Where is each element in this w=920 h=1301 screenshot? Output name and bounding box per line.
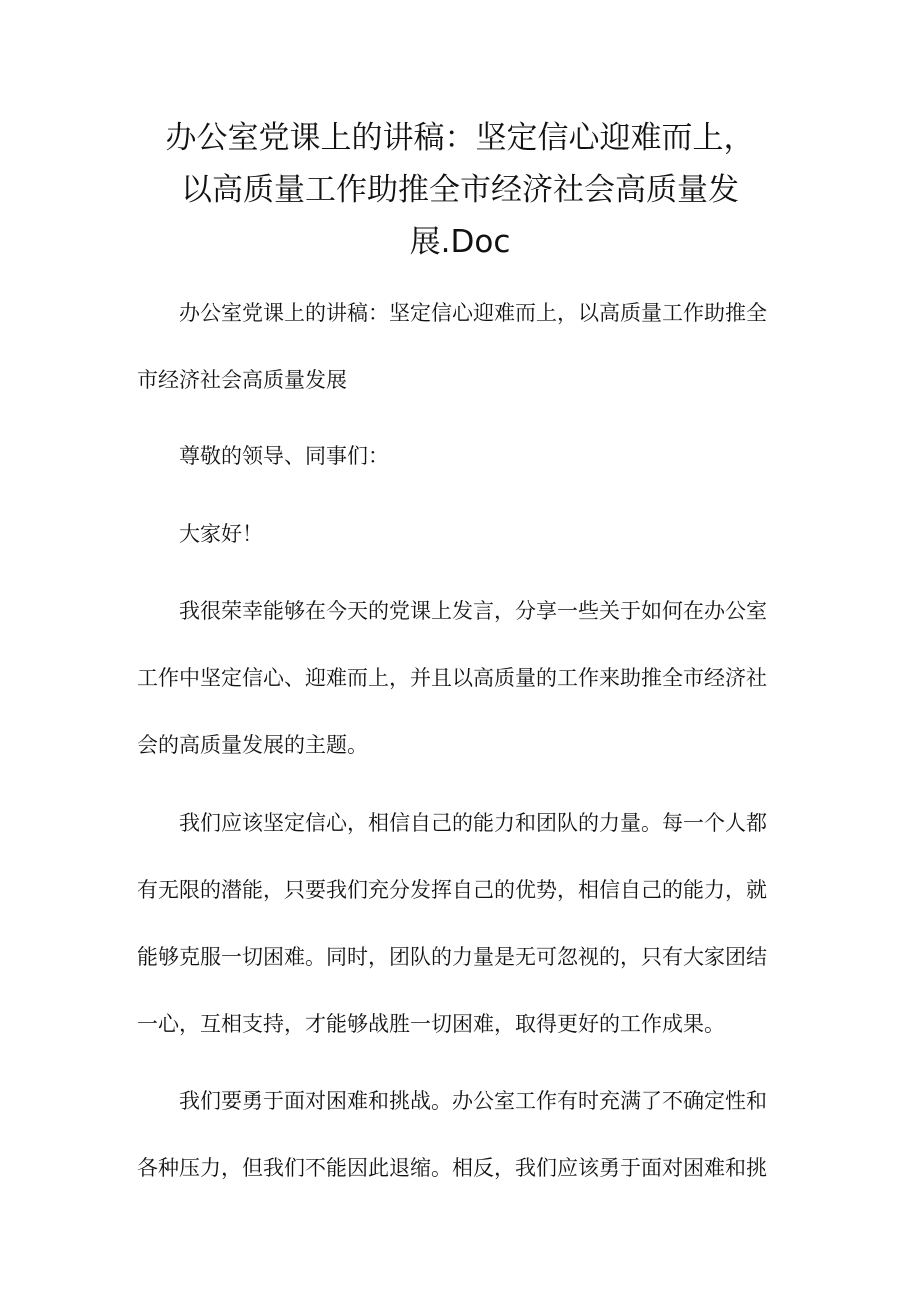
paragraph-line: 能够克服一切困难。同时，团队的力量是无可忽视的，只有大家团结	[137, 945, 767, 969]
document-title	[130, 112, 790, 268]
title-line: 展.Doc	[409, 224, 511, 260]
paragraph-line: 一心，互相支持，才能够战胜一切困难，取得更好的工作成果。	[137, 1012, 725, 1036]
paragraph-line: 我们要勇于面对困难和挑战。办公室工作有时充满了不确定性和	[179, 1089, 767, 1113]
greeting: 大家好！	[179, 522, 263, 546]
paragraph-line: 我很荣幸能够在今天的党课上发言，分享一些关于如何在办公室	[179, 599, 767, 623]
paragraph-line: 有无限的潜能，只要我们充分发挥自己的优势，相信自己的能力，就	[137, 878, 767, 902]
paragraph-line: 办公室党课上的讲稿：坚定信心迎难而上，以高质量工作助推全	[179, 301, 767, 325]
title-line: 以高质量工作助推全市经济社会高质量发	[181, 172, 739, 208]
paragraph-line: 各种压力，但我们不能因此退缩。相反，我们应该勇于面对困难和挑	[137, 1156, 767, 1180]
paragraph-line: 会的高质量发展的主题。	[137, 733, 368, 757]
paragraph-line: 我们应该坚定信心，相信自己的能力和团队的力量。每一个人都	[179, 811, 767, 835]
paragraph-line: 工作中坚定信心、迎难而上，并且以高质量的工作来助推全市经济社	[137, 666, 767, 690]
title-line: 办公室党课上的讲稿：坚定信心迎难而上，	[165, 120, 755, 156]
salutation: 尊敬的领导、同事们：	[179, 444, 389, 468]
paragraph-line: 市经济社会高质量发展	[137, 368, 347, 392]
